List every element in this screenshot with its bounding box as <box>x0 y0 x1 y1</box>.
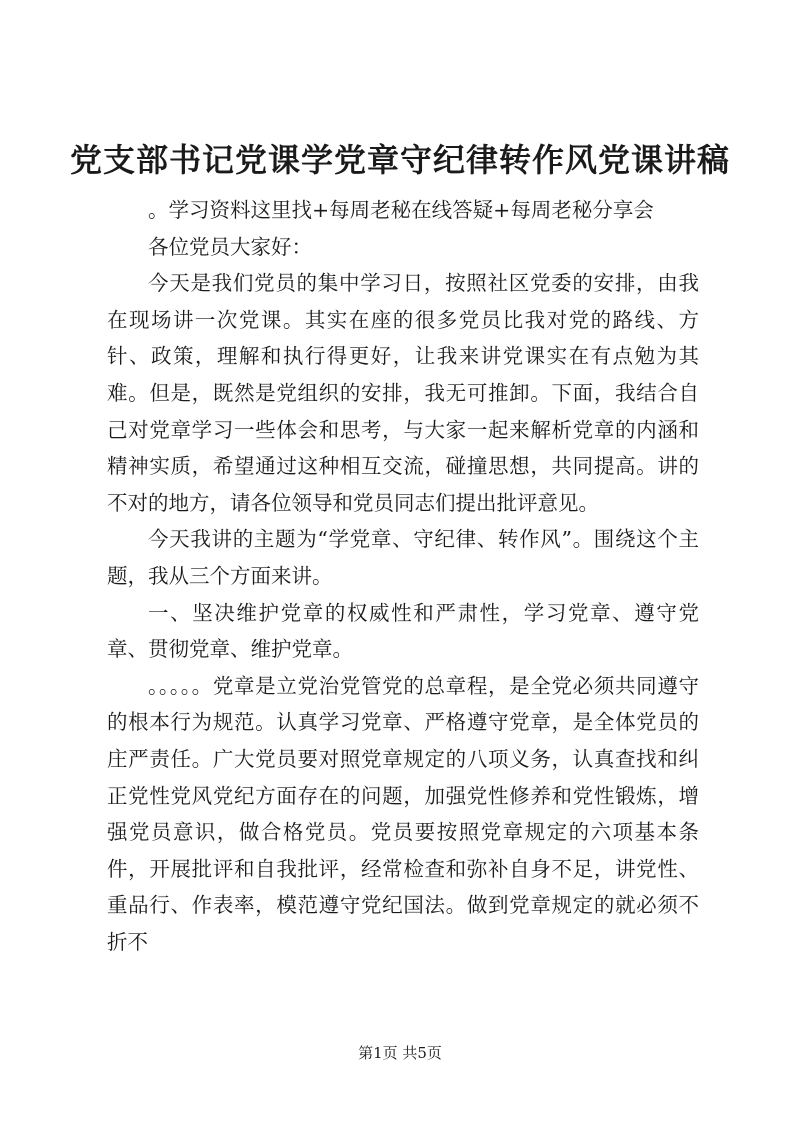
paragraph-greeting: 各位党员大家好： <box>148 234 312 259</box>
page-number-footer: 第1页 共5页 <box>358 1044 442 1062</box>
section-heading-one: 一、坚决维护党章的权威性和严肃性，学习党章、遵守党章、贯彻党章、维护党章。 <box>107 600 699 662</box>
paragraph-theme: 今天我讲的主题为“学党章、守纪律、转作风”。围绕这个主题，我从三个方面来讲。 <box>107 527 699 588</box>
document-title: 党支部书记党课学党章守纪律转作风党课讲稿 <box>69 141 730 179</box>
paragraph-introduction: 今天是我们党员的集中学习日，按照社区党委的安排，由我在现场讲一次党课。其实在座的很多党员比我对党的路线、方针、政策，理解和执行得更好，让我来讲党课实在有点勉为其难。但是，既然是党组织的安排，我无可推卸。下面，我结合自己对党章学习一些体会和思考，与大家一起来解析党章的内涵和精神实质，希望通过这种相互交流，碰撞思想，共同提高。讲的不对的地方，请各位领导和党员同志们提出批评意见。 <box>107 271 699 515</box>
paragraph-party-constitution: 。。。。。党章是立党治党管党的总章程，是全党必须共同遵守的根本行为规范。认真学习党章、严格遵守党章，是全体党员的庄严责任。广大党员要对照党章规定的八项义务，认真查找和纠正党性党风党纪方面存在的问题，加强党性修养和党性锻炼，增强党员意识，做合格党员。党员要按照党章规定的六项基本条件，开展批评和自我批评，经常检查和弥补自身不足，讲党性、重品行、作表率，模范遵守党纪国法。做到党章规定的就必须不折不 <box>107 673 699 954</box>
document-body <box>107 192 699 960</box>
paragraph-study-materials: 。学习资料这里找+每周老秘在线答疑+每周老秘分享会 <box>148 198 654 222</box>
